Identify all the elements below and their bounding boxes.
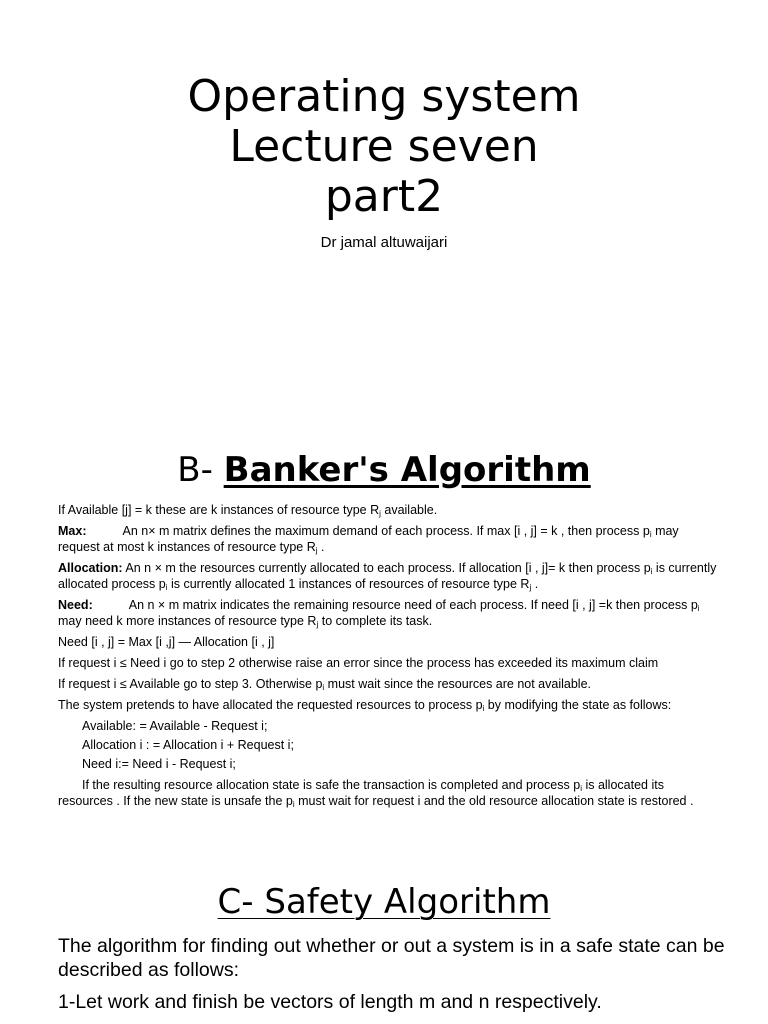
safety-heading-text: C- Safety Algorithm (217, 882, 551, 922)
safety-heading (0, 882, 768, 922)
author: Dr jamal altuwaijari (320, 234, 448, 251)
max-label: Max: (58, 524, 87, 538)
need-sub-i: i (697, 604, 700, 613)
result-sub-2: i (292, 800, 295, 809)
max-text: An n× m matrix defines the maximum demand of each process. If max [i , j] = k , then process p (122, 524, 650, 538)
safety-step-1: 1-Let work and finish be vectors of length m and n respectively. (58, 991, 602, 1013)
step-3-text: The system pretends to have allocated the requested resources to process p (58, 698, 483, 712)
equation-available: Available: = Available - Request i; (82, 719, 268, 733)
need-sub-j: j (316, 620, 319, 629)
title-line-2: Lecture seven (229, 121, 539, 172)
safety-intro: The algorithm for finding out whether or out a system is in a safe state can be described as follows: (58, 935, 725, 981)
allocation-definition (58, 560, 718, 592)
allocation-text-mid2: is currently allocated 1 instances of resources of resource type R (167, 577, 530, 591)
title-line-3: part2 (324, 171, 444, 222)
allocation-sub-3: j (529, 583, 532, 592)
result-text: If the resulting resource allocation state is safe the transaction is completed and process p (82, 778, 581, 792)
bankers-body (58, 502, 718, 814)
bankers-heading (0, 450, 768, 490)
allocation-text: An n × m the resources currently allocated to each process. If allocation [i , j]= k then process p (122, 561, 651, 575)
step-3-sub: i (482, 704, 485, 713)
max-sub-j: j (315, 546, 318, 555)
safety-body (58, 934, 738, 1022)
available-text: If Available [j] = k these are k instances of resource type R (58, 503, 380, 517)
need-text: An n × m matrix indicates the remaining resource need of each process. If need [i , j] =k then process p (128, 598, 698, 612)
bankers-heading-main: Banker's Algorithm (223, 450, 591, 490)
result-paragraph (58, 777, 718, 809)
step-2 (58, 676, 718, 692)
title-line-1: Operating system (187, 71, 581, 122)
need-definition (58, 597, 718, 629)
result-text-mid: is allocated its resources . If the new state is unsafe the p (58, 778, 664, 808)
allocation-sub-2: i (165, 583, 168, 592)
step-2-text: If request i ≤ Available go to step 3. Otherwise p (58, 677, 323, 691)
equation-need: Need i:= Need i - Request i; (82, 757, 236, 771)
max-text-end: . (317, 540, 325, 554)
need-text-end: to complete its task. (318, 614, 433, 628)
need-label: Need: (58, 598, 93, 612)
step-3 (58, 697, 718, 713)
max-definition (58, 523, 718, 555)
max-text-mid: may request at most k instances of resource type R (58, 524, 679, 554)
available-definition (58, 502, 718, 518)
step-3-text-end: by modifying the state as follows: (484, 698, 672, 712)
result-sub-1: i (580, 784, 582, 793)
allocation-text-mid1: is currently allocated process p (58, 561, 717, 591)
max-sub-i: i (649, 530, 652, 539)
need-text-mid: may need k more instances of resource type R (58, 614, 317, 628)
allocation-text-end: . (531, 577, 539, 591)
allocation-sub-1: i (650, 567, 653, 576)
result-text-end: must wait for request i and the old resource allocation state is restored . (294, 794, 694, 808)
available-sub: j (379, 509, 381, 518)
allocation-label: Allocation: (58, 561, 123, 575)
bankers-heading-prefix: B- (177, 450, 224, 490)
step-2-sub: i (322, 683, 325, 692)
need-formula: Need [i , j] = Max [i ,j] — Allocation [i , j] (58, 635, 275, 649)
equation-allocation: Allocation i : = Allocation i + Request i; (82, 738, 294, 752)
step-2-text-end: must wait since the resources are not available. (324, 677, 591, 691)
title-block (0, 72, 768, 251)
step-1: If request i ≤ Need i go to step 2 otherwise raise an error since the process has exceeded its maximum claim (58, 656, 659, 670)
available-text-end: available. (380, 503, 438, 517)
